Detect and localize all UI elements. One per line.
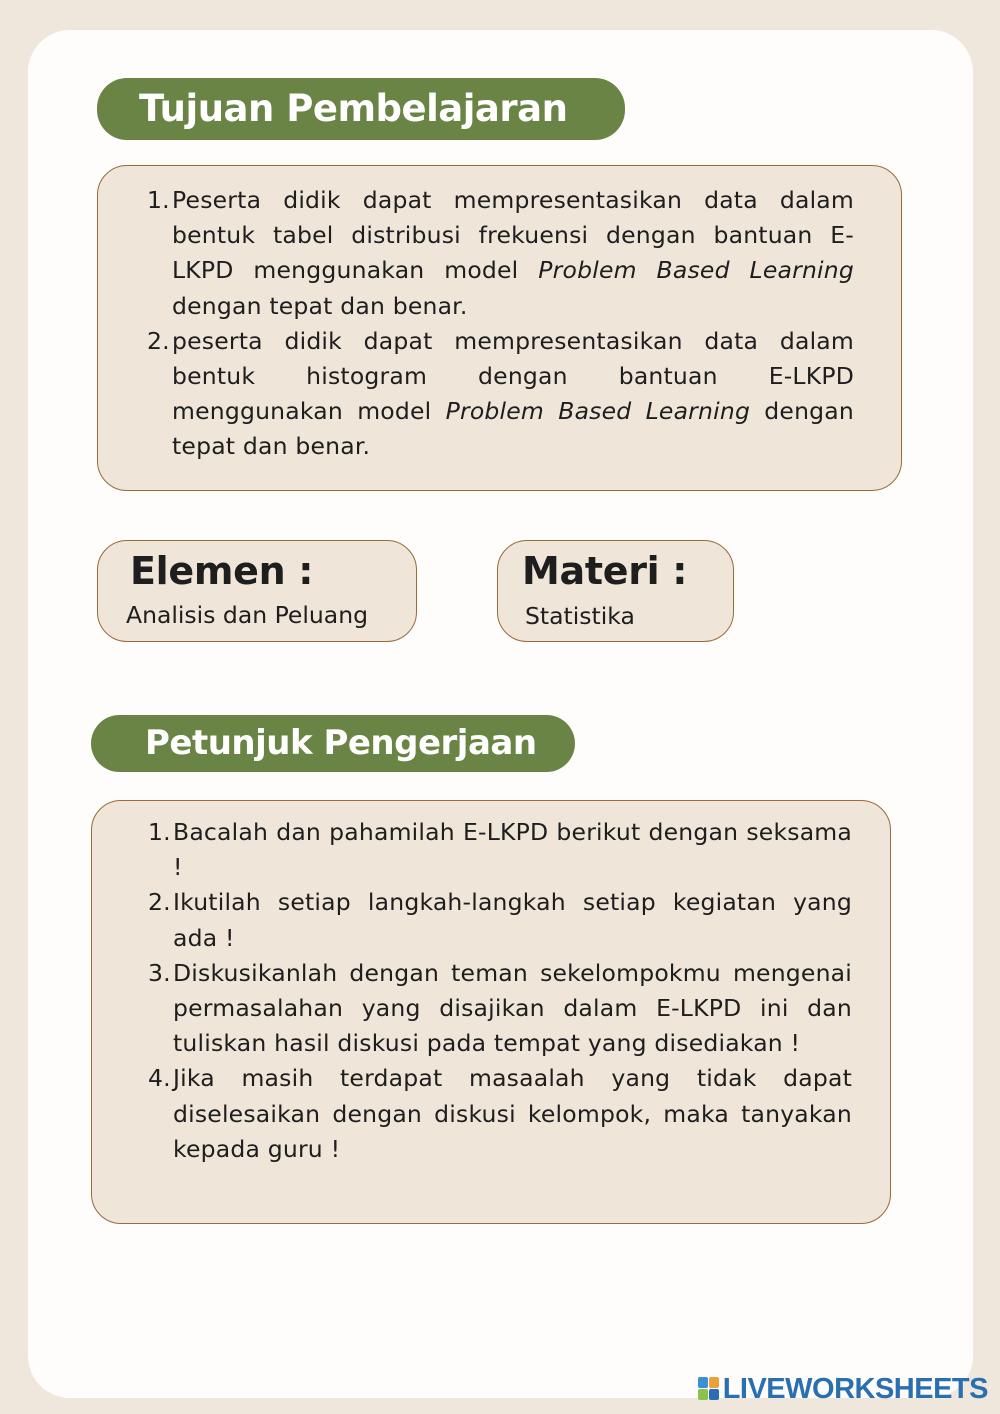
list-item-text: Jika masih terdapat masaalah yang tidak dapat diselesaikan dengan diskusi kelompok, maka tanyakan kepada guru ! — [173, 1064, 852, 1163]
list-item-text: Diskusikanlah dengan teman sekelompokmu mengenai permasalahan yang disajikan dalam E-LKPD ini dan tuliskan hasil diskusi pada tempat yang disediakan ! — [173, 958, 852, 1058]
list-item — [148, 815, 852, 885]
list-item-number: 1. — [148, 818, 171, 846]
list-item — [148, 1061, 852, 1167]
materi-box — [497, 540, 734, 642]
elemen-value: Analisis dan Peluang — [126, 601, 369, 629]
materi-heading: Materi : — [522, 549, 688, 593]
list-item — [147, 324, 854, 465]
list-item-text: Ikutilah setiap langkah-langkah setiap kegiatan yang ada ! — [173, 888, 852, 952]
tujuan-pembelajaran-header — [97, 78, 625, 140]
list-item-number: 3. — [148, 958, 171, 987]
elemen-heading: Elemen : — [130, 549, 314, 593]
liveworksheets-brand[interactable] — [698, 1374, 988, 1404]
list-item-emphasis: Problem Based Learning — [538, 256, 854, 285]
liveworksheets-wordmark: LIVEWORKSHEETS — [722, 1372, 988, 1405]
liveworksheets-logo-icon — [698, 1377, 720, 1401]
list-item-number: 1. — [147, 186, 170, 214]
list-item-number: 2. — [148, 888, 171, 917]
list-item-number: 2. — [147, 326, 170, 355]
tujuan-list — [147, 183, 854, 465]
elemen-box — [97, 540, 417, 642]
petunjuk-pengerjaan-title: Petunjuk Pengerjaan — [145, 723, 537, 763]
materi-value: Statistika — [525, 602, 635, 630]
list-item-text-end: dengan tepat dan benar. — [172, 291, 468, 320]
list-item — [148, 885, 852, 955]
petunjuk-list — [148, 815, 852, 1167]
list-item — [148, 956, 852, 1062]
list-item-number: 4. — [148, 1064, 171, 1093]
list-item-text: Bacalah dan pahamilah E-LKPD berikut dengan seksama ! — [173, 818, 852, 882]
list-item — [147, 183, 854, 324]
list-item-text-end: dengan tepat dan benar. — [172, 397, 854, 461]
petunjuk-pengerjaan-header — [91, 715, 575, 772]
tujuan-pembelajaran-title: Tujuan Pembelajaran — [139, 87, 568, 130]
tujuan-pembelajaran-box — [97, 165, 902, 491]
list-item-text: peserta didik dapat mempresentasikan data dalam bentuk histogram dengan bantuan E-LKPD menggunakan model — [172, 326, 854, 426]
list-item-text: Peserta didik dapat mempresentasikan data dalam bentuk tabel distribusi frekuensi dengan bantuan E-LKPD menggunakan model — [172, 186, 854, 285]
list-item-emphasis: Problem Based Learning — [445, 397, 751, 426]
petunjuk-pengerjaan-box — [91, 800, 891, 1224]
